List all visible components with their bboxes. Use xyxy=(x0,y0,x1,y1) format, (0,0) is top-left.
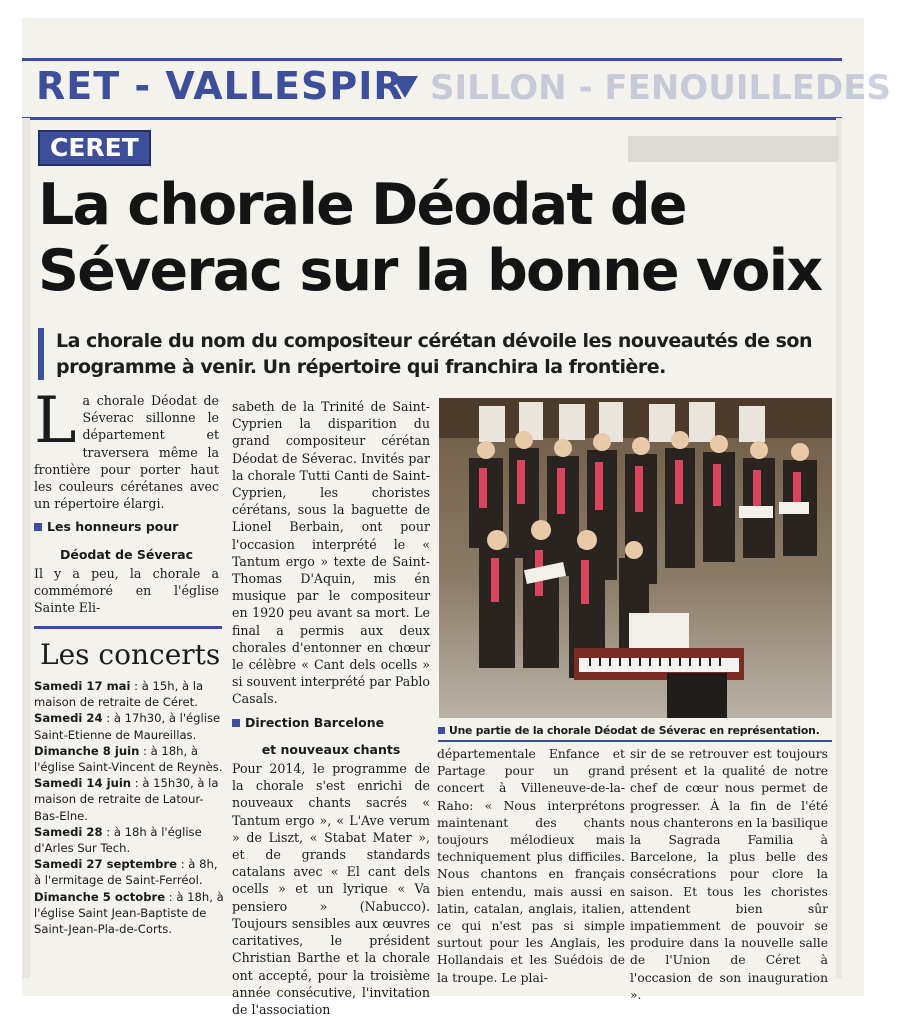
column-2-text: sabeth de la Trinité de Saint-Cyprien la disparition du grand compositeur cérétan Déodat de Séverac. Invités par la chorale Tutti Canti de Saint-Cyprien, les choristes cérétans, sous la baguette de Lionel Berbain, ont pour l'occasion interprété le « Tantum ergo » texte de Saint-Thomas D'Aquin, mis én musique par le compositeur en 1920 peu avant sa mort. Le final a permis aux deux chorales d'entonner en chœur le célèbre « Cant dels ocells » si souvent interprété par Pablo Casals. xyxy=(232,399,430,707)
column-3: départementale Enfance et Partage pour un grand concert à Villeneuve-de-la-Raho: « Nous interprétons maintenant des chants toujours mélodieux mais techniquement plus difficiles. Nous chantons en français bien entendu, mais aussi en latin, catalan, anglais, italien, ce qui n'est pas si simple surtout pour les Anglais, les Hollandais et les Suédois de la troupe. Le plai- xyxy=(437,747,625,985)
paragraph-1: Il y a peu, la chorale a commémoré en l'église Sainte Eli- xyxy=(34,565,219,616)
list-item: Samedi 28 : à 18h à l'église d'Arles Sur Tech. xyxy=(34,824,202,856)
square-bullet-icon xyxy=(232,719,240,727)
column-1 xyxy=(34,384,219,616)
headline: La chorale Déodat de Séverac sur la bonne voix xyxy=(38,172,822,304)
square-bullet-icon xyxy=(34,523,42,531)
neighbor-section-title: SILLON - FENOUILLEDES xyxy=(430,68,891,108)
neighbor-article-tag xyxy=(628,136,838,162)
square-bullet-icon xyxy=(438,727,445,734)
column-2-text-b: Pour 2014, le programme de la chorale s'est enrichi de nouveaux chants sacrés « Tantum ergo », « L'Ave verum » de Liszt, « Stabat Mater », et de grands standards catalans avec « El cant dels ocells » et un lyrique « Va pensiero » (Nabucco). Toujours sensibles aux œuvres caritatives, le président Christian Barthe et la chorale ont accepté, pour la troisième année consécutive, l'invitation de l'association xyxy=(232,761,430,1017)
subheading-honneurs-line2: Déodat de Séverac xyxy=(59,546,194,562)
list-item: Samedi 27 septembre : à 8h, à l'ermitage de Saint-Ferréol. xyxy=(34,857,218,888)
lede: La chorale du nom du compositeur cérétan dévoile les nouveautés de son programme à venir. Un répertoire qui franchira la frontière. xyxy=(56,330,812,378)
subheading-barcelone: Direction Barcelone xyxy=(232,714,430,731)
column-4: sir de se retrouver est toujours présent et la qualité de notre chef de cœur nous permet de progresser. À la fin de l'été nous chanterons en la basilique la Sagrada Familia à Barcelone, la plus belle des consécrations pour clore la saison. Et tous les choristes attendent bien sûr impatiemment de pouvoir se produire dans la nouvelle salle de l'Union de Céret à l'occasion de son inauguration ». xyxy=(630,747,828,1002)
list-item: Samedi 17 mai : à 15h, à la maison de retraite de Céret. xyxy=(34,679,204,710)
choir-photo xyxy=(439,398,832,718)
caption-rule xyxy=(438,740,832,742)
photo-caption: Une partie de la chorale Déodat de Séverac en représentation. xyxy=(438,724,833,738)
column-2 xyxy=(232,398,430,1018)
lede-bar xyxy=(38,328,44,380)
list-item: Dimanche 5 octobre : à 18h, à l'église Saint Jean-Baptiste de Saint-Jean-Pla-de-Corts. xyxy=(34,889,224,937)
list-item: Samedi 24 : à 17h30, à l'église Saint-Etienne de Maureillas. xyxy=(34,711,221,742)
subheading-honneurs: Les honneurs pour xyxy=(34,518,219,535)
section-title: RET - VALLESPIR xyxy=(36,64,404,108)
concerts-rule xyxy=(34,626,222,629)
concert-list xyxy=(34,678,224,937)
drop-cap: L xyxy=(34,384,77,458)
left-neighbor-column xyxy=(22,118,30,978)
city-tag: CERET xyxy=(38,130,151,166)
triangle-down-icon xyxy=(392,76,418,98)
concerts-title: Les concerts xyxy=(40,638,221,671)
subheading-barcelone-line2: et nouveaux chants xyxy=(261,741,401,757)
list-item: Samedi 14 juin : à 15h30, à la maison de retraite de Latour-Bas-Elne. xyxy=(34,776,219,823)
list-item: Dimanche 8 juin : à 18h, à l'église Saint-Vincent de Reynès. xyxy=(34,743,223,775)
intro-text: a chorale Déodat de Séverac sillonne le département et traversera même la frontière pour porter haut les couleurs cérétanes avec un répertoire élargi. xyxy=(34,393,219,512)
